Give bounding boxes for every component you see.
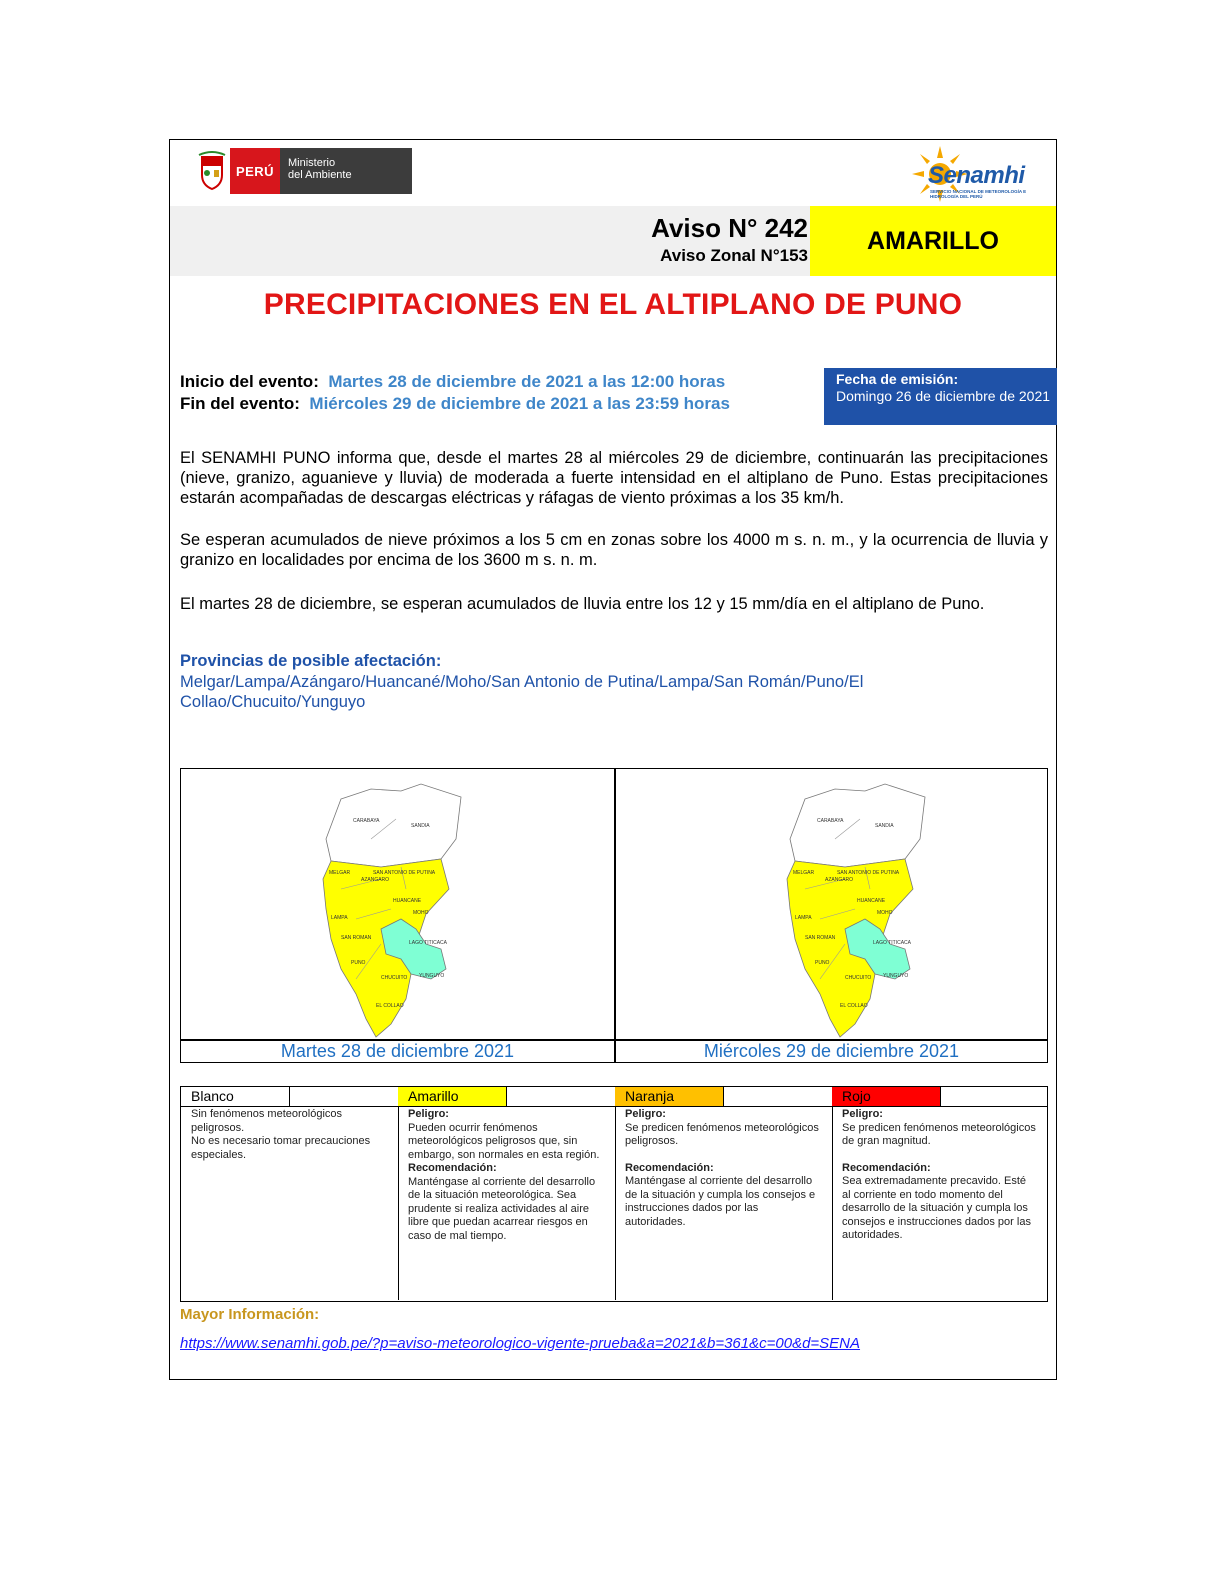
emission-date-box bbox=[824, 368, 1057, 425]
legend-rojo-text: Peligro: Se predicen fenómenos meteorológicos de gran magnitud. Recomendación: Sea extremadamente precavido. Esté al corriente en todo momento del desarrollo de la situación y cumpla los consejos e instrucciones dados por las autoridades. bbox=[842, 1108, 1036, 1241]
bulletin-frame bbox=[169, 139, 1057, 1380]
map2-label-yunguyo: YUNGUYO bbox=[883, 973, 909, 979]
ministry-line-2: del Ambiente bbox=[288, 169, 352, 181]
more-info-link[interactable]: https://www.senamhi.gob.pe/?p=aviso-meteorologico-vigente-prueba&a=2021&b=361&c=00&d=SENA bbox=[180, 1335, 861, 1352]
map-label-sandia: SANDIA bbox=[411, 823, 430, 829]
ministry-line-1: Ministerio bbox=[288, 157, 336, 169]
event-start-value: Martes 28 de diciembre de 2021 a las 12:00 horas bbox=[328, 372, 726, 391]
peru-ministry-logo bbox=[194, 148, 412, 194]
event-end-value: Miércoles 29 de diciembre de 2021 a las 23:59 horas bbox=[309, 394, 730, 413]
map2-label-azangaro: AZANGARO bbox=[825, 877, 854, 883]
map-label-san-antonio: SAN ANTONIO DE PUTINA bbox=[373, 870, 436, 876]
provinces-label: Provincias de posible afectación: bbox=[180, 652, 442, 670]
map-caption-2: Miércoles 29 de diciembre 2021 bbox=[703, 1041, 960, 1061]
map-label-melgar: MELGAR bbox=[329, 870, 351, 876]
legend-naranja-text: Peligro: Se predicen fenómenos meteorológicos peligrosos. Recomendación: Manténgase al corriente del desarrollo de la situación y cumpla los consejos e instrucciones dados por las autoridades. bbox=[625, 1108, 819, 1228]
body-paragraph-2: Se esperan acumulados de nieve próximos a los 5 cm en zonas sobre los 4000 m s. n. m., y la ocurrencia de lluvia y granizo en localidades por encima de los 3600 m s. n. m. bbox=[180, 531, 1048, 569]
map2-label-lago: LAGO TITICACA bbox=[873, 940, 911, 946]
event-start bbox=[180, 372, 725, 392]
alert-legend-table bbox=[180, 1086, 1048, 1302]
more-info-label: Mayor Información: bbox=[180, 1306, 320, 1323]
map2-label-moho: MOHO bbox=[877, 910, 893, 916]
map2-label-sandia: SANDIA bbox=[875, 823, 894, 829]
legend-col-rojo bbox=[832, 1087, 1049, 1300]
emission-value: Domingo 26 de diciembre de 2021 bbox=[836, 388, 1051, 404]
legend-amarillo-label: Amarillo bbox=[398, 1087, 506, 1106]
event-start-label: Inicio del evento: bbox=[180, 372, 319, 391]
map-label-el-collao: EL COLLAO bbox=[376, 1003, 404, 1009]
map2-label-carabaya: CARABAYA bbox=[817, 818, 844, 824]
map2-label-san-antonio: SAN ANTONIO DE PUTINA bbox=[837, 870, 900, 876]
peru-label: PERÚ bbox=[230, 148, 280, 194]
legend-blanco-label: Blanco bbox=[191, 1088, 234, 1104]
bulletin-title: PRECIPITACIONES EN EL ALTIPLANO DE PUNO bbox=[263, 288, 963, 321]
map-label-lago: LAGO TITICACA bbox=[409, 940, 447, 946]
legend-col-naranja bbox=[615, 1087, 832, 1300]
map-day-1 bbox=[181, 769, 614, 1039]
alert-level-badge: AMARILLO bbox=[810, 206, 1056, 276]
map2-label-puno: PUNO bbox=[815, 960, 830, 966]
region-north bbox=[326, 784, 461, 867]
body-paragraph-1: El SENAMHI PUNO informa que, desde el martes 28 al miércoles 29 de diciembre, continuarán las precipitaciones (nieve, granizo, aguanieve y lluvia) de moderada a fuerte intensidad en el altiplano de Puno. Estas precipitaciones estarán acompañadas de descargas eléctricas y ráfagas de viento próximas a los 35 km/h. bbox=[180, 449, 1048, 507]
map-label-carabaya: CARABAYA bbox=[353, 818, 380, 824]
event-end-label: Fin del evento: bbox=[180, 394, 300, 413]
legend-rojo-label: Rojo bbox=[832, 1087, 940, 1106]
map-label-moho: MOHO bbox=[413, 910, 429, 916]
senamhi-wordmark: Senamhi bbox=[928, 162, 1025, 189]
ministry-name bbox=[280, 148, 412, 194]
map-label-lampa: LAMPA bbox=[331, 915, 348, 921]
senamhi-subtitle: SERVICIO NACIONAL DE METEOROLOGÍA E HIDROLOGÍA DEL PERÚ bbox=[930, 189, 1027, 199]
map-label-chucuito: CHUCUITO bbox=[381, 975, 408, 981]
maps-table bbox=[180, 768, 1048, 1063]
legend-blanco-text: Sin fenómenos meteorológicos peligrosos. No es necesario tomar precauciones especiales. bbox=[191, 1108, 371, 1161]
map-day-2 bbox=[615, 769, 1048, 1039]
map-label-san-roman: SAN ROMAN bbox=[341, 935, 372, 941]
aviso-number: Aviso N° 242 bbox=[651, 213, 808, 243]
legend-col-blanco bbox=[181, 1087, 398, 1300]
map2-label-san-roman: SAN ROMAN bbox=[805, 935, 836, 941]
map2-label-melgar: MELGAR bbox=[793, 870, 815, 876]
aviso-zonal: Aviso Zonal N°153 bbox=[660, 246, 808, 265]
peru-coat-of-arms-icon bbox=[194, 148, 230, 194]
map2-label-chucuito: CHUCUITO bbox=[845, 975, 872, 981]
maps-divider bbox=[614, 769, 616, 1062]
provinces-list: Melgar/Lampa/Azángaro/Huancané/Moho/San Antonio de Putina/Lampa/San Román/Puno/El Collao/Chucuito/Yunguyo bbox=[180, 673, 864, 711]
emission-label: Fecha de emisión: bbox=[836, 371, 959, 387]
puno-map-1 bbox=[181, 769, 614, 1039]
map2-label-lampa: LAMPA bbox=[795, 915, 812, 921]
map-label-puno: PUNO bbox=[351, 960, 366, 966]
senamhi-logo bbox=[910, 144, 1050, 206]
map2-label-huancane: HUANCANE bbox=[857, 898, 886, 904]
event-end bbox=[180, 394, 730, 414]
map-caption-1: Martes 28 de diciembre 2021 bbox=[280, 1041, 515, 1061]
legend-amarillo-text: Peligro: Pueden ocurrir fenómenos meteorológicos peligrosos que, sin embargo, son normales en esta región. Recomendación: Manténgase al corriente del desarrollo de la situación meteorológica. Sea prudente si realiza actividades al aire libre que puedan acarrear riesgos en caso de mal tiempo. bbox=[408, 1108, 600, 1242]
map-label-yunguyo: YUNGUYO bbox=[419, 973, 445, 979]
puno-map-2 bbox=[615, 769, 1048, 1039]
map2-label-el-collao: EL COLLAO bbox=[840, 1003, 868, 1009]
body-paragraph-3: El martes 28 de diciembre, se esperan acumulados de lluvia entre los 12 y 15 mm/día en el altiplano de Puno. bbox=[180, 595, 985, 613]
map-label-azangaro: AZANGARO bbox=[361, 877, 390, 883]
legend-col-amarillo bbox=[398, 1087, 615, 1300]
legend-naranja-label: Naranja bbox=[615, 1087, 723, 1106]
map-label-huancane: HUANCANE bbox=[393, 898, 422, 904]
